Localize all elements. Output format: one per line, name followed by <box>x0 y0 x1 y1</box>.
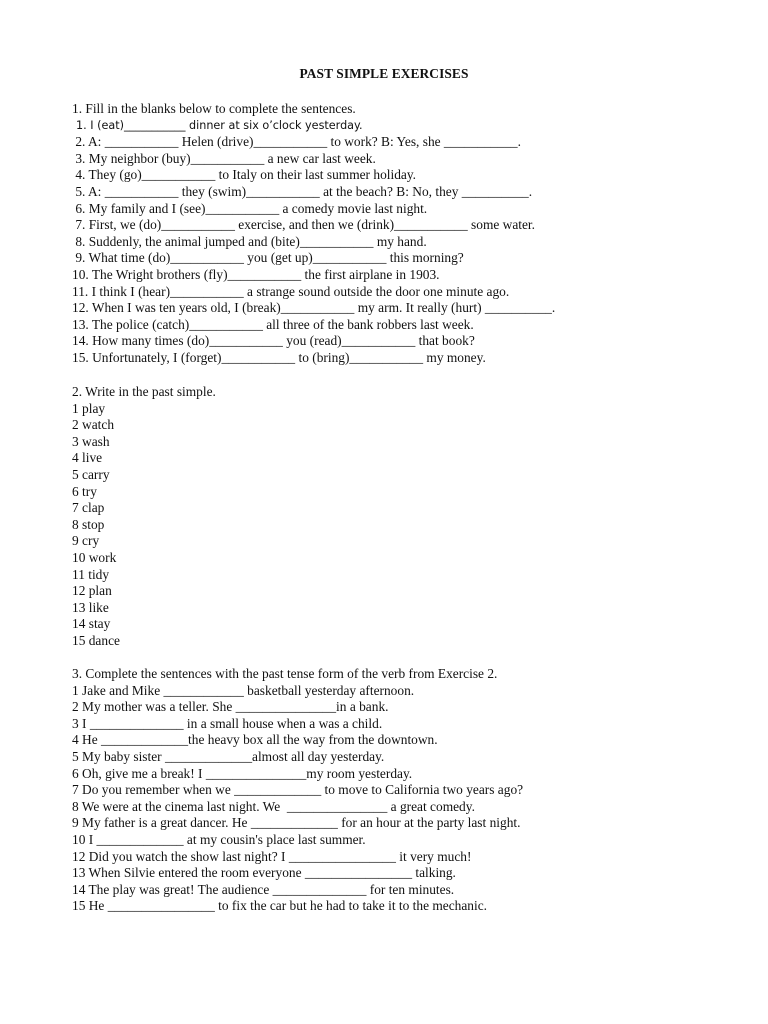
exercise-item: 4 He _____________the heavy box all the way from the downtown. <box>72 732 438 748</box>
exercise-heading: 1. Fill in the blanks below to complete the sentences. <box>72 101 356 116</box>
exercise-item: 2. A: ___________ Helen (drive)___________ to work? B: Yes, she ___________. <box>72 134 521 150</box>
exercise-item: 15. Unfortunately, I (forget)___________ to (bring)___________ my money. <box>72 349 486 365</box>
exercise-item: 1. I (eat)___________ dinner at six o’clock yesterday. <box>76 118 363 132</box>
exercise-item: 7 clap <box>72 500 105 516</box>
exercise-item: 6 try <box>72 483 97 499</box>
exercise-item: 10 work <box>72 549 117 565</box>
exercise-item: 7 Do you remember when we _____________ to move to California two years ago? <box>72 782 524 798</box>
exercise-item: 12 plan <box>72 583 112 599</box>
exercise-item: 13. The police (catch)___________ all three of the bank robbers last week. <box>72 316 474 332</box>
exercise-item: 15 dance <box>72 632 120 648</box>
exercise-item: 3. My neighbor (buy)___________ a new car last week. <box>72 150 376 166</box>
exercise-item: 14 The play was great! The audience ______________ for ten minutes. <box>72 881 455 897</box>
exercise-item: 5 carry <box>72 466 110 482</box>
exercise-item: 8 stop <box>72 516 105 532</box>
exercise-item: 10 I _____________ at my cousin's place last summer. <box>72 831 366 847</box>
exercise-item: 9 cry <box>72 533 100 549</box>
exercise-item: 9. What time (do)___________ you (get up)___________ this morning? <box>72 250 464 266</box>
exercise-2 <box>72 384 692 650</box>
exercise-item: 5 My baby sister _____________almost all day yesterday. <box>72 748 385 764</box>
exercise-3 <box>72 666 692 915</box>
exercise-item: 13 like <box>72 599 109 615</box>
exercise-item: 4. They (go)___________ to Italy on their last summer holiday. <box>72 167 417 183</box>
exercise-item: 12. When I was ten years old, I (break)___________ my arm. It really (hurt) __________. <box>72 300 556 316</box>
page-title: PAST SIMPLE EXERCISES <box>299 66 469 81</box>
exercise-item: 1 Jake and Mike ____________ basketball yesterday afternoon. <box>72 682 415 698</box>
exercise-item: 12 Did you watch the show last night? I ________________ it very much! <box>72 848 472 864</box>
exercise-item: 4 live <box>72 450 103 466</box>
exercise-item: 5. A: ___________ they (swim)___________ at the beach? B: No, they __________. <box>72 183 533 199</box>
exercise-heading: 2. Write in the past simple. <box>72 384 216 399</box>
exercise-item: 6 Oh, give me a break! I _______________my room yesterday. <box>72 765 413 781</box>
exercise-item: 10. The Wright brothers (fly)___________ the first airplane in 1903. <box>72 266 440 282</box>
exercise-item: 3 wash <box>72 433 110 449</box>
exercise-item: 3 I ______________ in a small house when a was a child. <box>72 715 383 731</box>
exercise-item: 15 He ________________ to fix the car but he had to take it to the mechanic. <box>72 898 488 914</box>
exercise-item: 2 My mother was a teller. She _______________in a bank. <box>72 699 389 715</box>
exercise-item: 14. How many times (do)___________ you (read)___________ that book? <box>72 333 475 349</box>
exercise-item: 6. My family and I (see)___________ a comedy movie last night. <box>72 200 428 216</box>
exercise-item: 8. Suddenly, the animal jumped and (bite)___________ my hand. <box>72 233 427 249</box>
exercise-item: 11 tidy <box>72 566 110 582</box>
exercise-item: 11. I think I (hear)___________ a strange sound outside the door one minute ago. <box>72 283 510 299</box>
exercise-item: 1 play <box>72 400 106 416</box>
exercise-item: 13 When Silvie entered the room everyone ________________ talking. <box>72 865 456 881</box>
exercise-item: 9 My father is a great dancer. He _____________ for an hour at the party last night. <box>72 815 521 831</box>
exercise-1 <box>72 101 692 367</box>
exercise-item: 8 We were at the cinema last night. We _______________ a great comedy. <box>72 798 475 814</box>
exercise-item: 14 stay <box>72 616 111 632</box>
exercise-heading: 3. Complete the sentences with the past tense form of the verb from Exercise 2. <box>72 666 498 681</box>
exercise-item: 2 watch <box>72 417 115 433</box>
exercise-item: 7. First, we (do)___________ exercise, and then we (drink)___________ some water. <box>72 217 535 233</box>
